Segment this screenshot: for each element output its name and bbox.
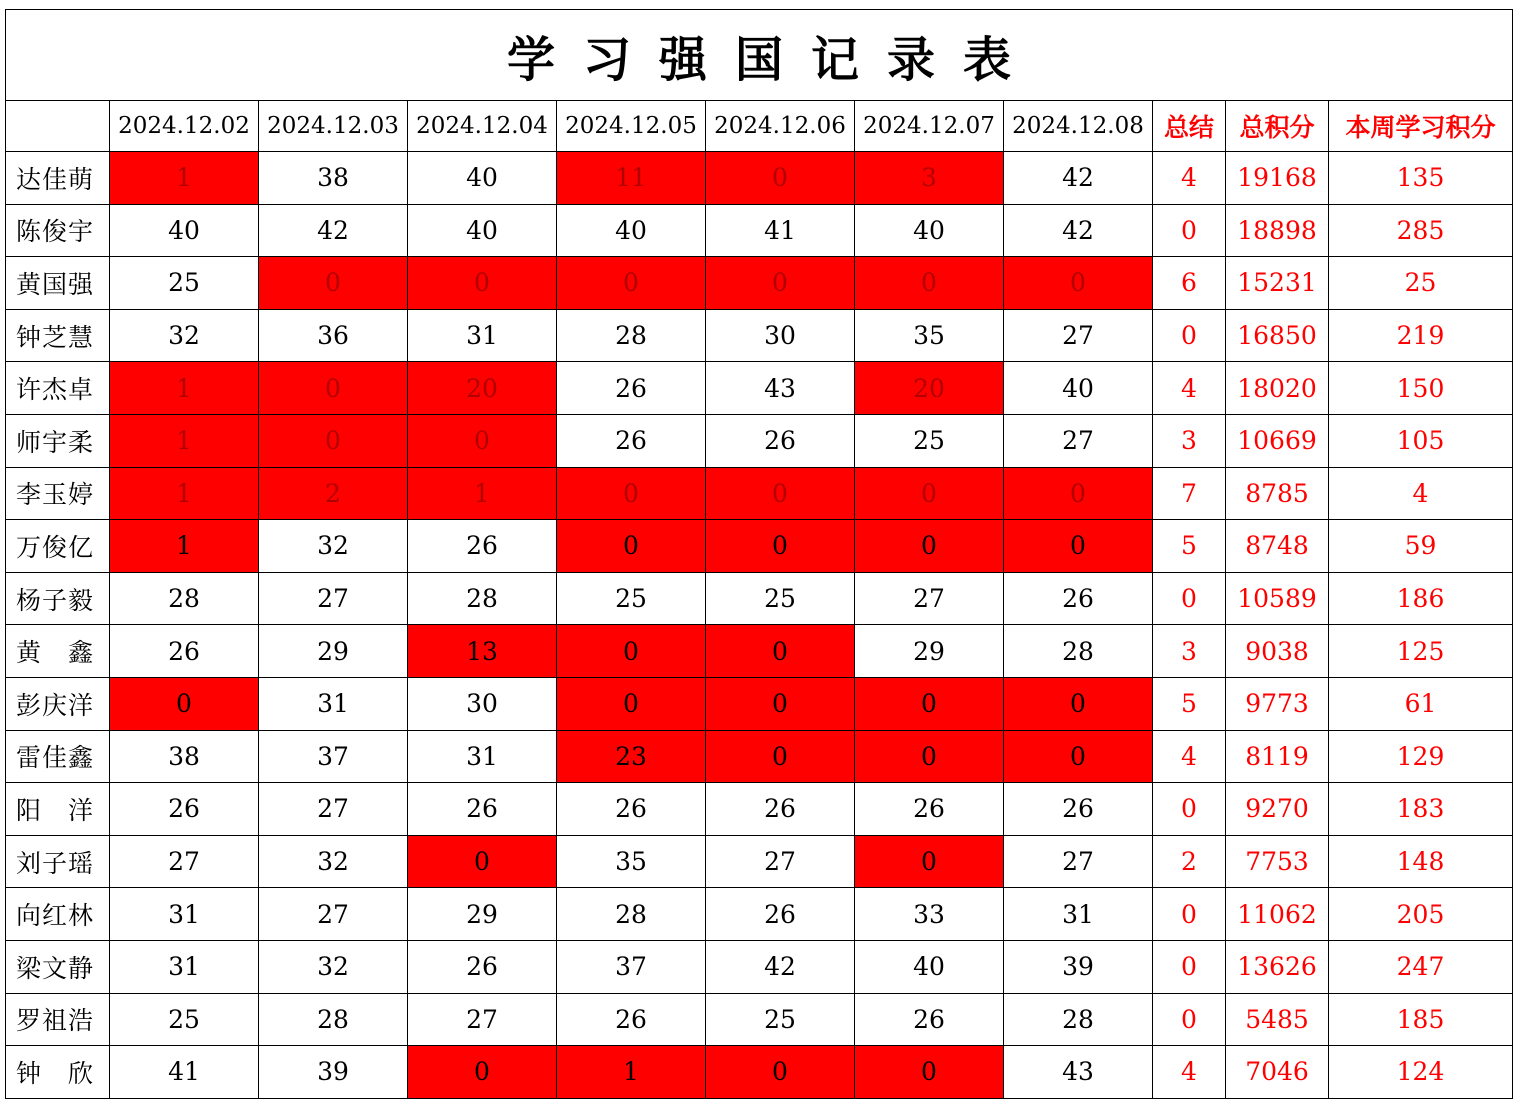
score-cell-low: 1 (110, 152, 259, 205)
score-cell: 40 (408, 204, 557, 257)
score-cell-low: 0 (557, 467, 706, 520)
score-cell-low: 0 (706, 625, 855, 678)
score-cell-low: 0 (1004, 677, 1153, 730)
score-cell: 43 (1004, 1046, 1153, 1099)
member-name: 向红林 (6, 888, 110, 941)
score-cell: 27 (855, 572, 1004, 625)
score-cell: 28 (557, 309, 706, 362)
score-cell: 36 (259, 309, 408, 362)
header-date: 2024.12.08 (1004, 101, 1153, 152)
score-cell: 27 (259, 888, 408, 941)
score-cell-low: 20 (408, 362, 557, 415)
member-name: 许杰卓 (6, 362, 110, 415)
score-cell: 25 (110, 257, 259, 310)
table-row (6, 835, 1513, 888)
table-row (6, 993, 1513, 1046)
score-cell: 35 (855, 309, 1004, 362)
total-points-cell: 9270 (1226, 783, 1329, 836)
score-cell: 40 (1004, 362, 1153, 415)
summary-cell: 2 (1153, 835, 1226, 888)
header-date: 2024.12.06 (706, 101, 855, 152)
score-cell: 31 (110, 888, 259, 941)
score-cell-low: 0 (706, 677, 855, 730)
score-cell: 42 (1004, 204, 1153, 257)
score-cell: 26 (408, 940, 557, 993)
score-cell: 26 (855, 783, 1004, 836)
summary-cell: 6 (1153, 257, 1226, 310)
score-cell: 27 (110, 835, 259, 888)
total-points-cell: 16850 (1226, 309, 1329, 362)
header-name-blank (6, 101, 110, 152)
total-points-cell: 9038 (1226, 625, 1329, 678)
score-cell: 30 (706, 309, 855, 362)
score-cell-low: 1 (408, 467, 557, 520)
weekly-points-cell: 285 (1329, 204, 1513, 257)
weekly-points-cell: 247 (1329, 940, 1513, 993)
score-cell-low: 2 (259, 467, 408, 520)
score-cell: 25 (110, 993, 259, 1046)
score-cell-low: 0 (706, 467, 855, 520)
score-cell-low: 0 (557, 257, 706, 310)
summary-cell: 4 (1153, 362, 1226, 415)
score-cell: 29 (259, 625, 408, 678)
score-cell-low: 0 (706, 520, 855, 573)
score-cell-low: 0 (1004, 467, 1153, 520)
table-row (6, 572, 1513, 625)
weekly-points-cell: 61 (1329, 677, 1513, 730)
weekly-points-cell: 205 (1329, 888, 1513, 941)
score-cell-low: 3 (855, 152, 1004, 205)
total-points-cell: 5485 (1226, 993, 1329, 1046)
score-cell: 32 (259, 940, 408, 993)
summary-cell: 7 (1153, 467, 1226, 520)
score-cell: 35 (557, 835, 706, 888)
score-cell: 42 (706, 940, 855, 993)
score-cell: 26 (1004, 783, 1153, 836)
member-name: 李玉婷 (6, 467, 110, 520)
score-cell: 28 (259, 993, 408, 1046)
study-record-table (5, 9, 1513, 1099)
score-cell: 25 (557, 572, 706, 625)
score-cell: 37 (557, 940, 706, 993)
score-cell: 38 (110, 730, 259, 783)
total-points-cell: 10669 (1226, 414, 1329, 467)
score-cell: 29 (408, 888, 557, 941)
member-name: 达佳萌 (6, 152, 110, 205)
score-cell: 26 (110, 625, 259, 678)
weekly-points-cell: 125 (1329, 625, 1513, 678)
total-points-cell: 8119 (1226, 730, 1329, 783)
table-row (6, 1046, 1513, 1099)
weekly-points-cell: 59 (1329, 520, 1513, 573)
score-cell-low: 0 (259, 257, 408, 310)
score-cell: 32 (110, 309, 259, 362)
score-cell: 26 (706, 783, 855, 836)
member-name: 万俊亿 (6, 520, 110, 573)
score-cell-low: 0 (408, 257, 557, 310)
score-cell: 41 (706, 204, 855, 257)
score-cell: 39 (259, 1046, 408, 1099)
score-cell: 28 (408, 572, 557, 625)
member-name: 黄 鑫 (6, 625, 110, 678)
score-cell: 27 (1004, 414, 1153, 467)
total-points-cell: 7753 (1226, 835, 1329, 888)
table-row (6, 362, 1513, 415)
weekly-points-cell: 186 (1329, 572, 1513, 625)
summary-cell: 3 (1153, 625, 1226, 678)
score-cell-low: 0 (855, 677, 1004, 730)
score-cell: 28 (1004, 993, 1153, 1046)
weekly-points-cell: 183 (1329, 783, 1513, 836)
table-row (6, 888, 1513, 941)
score-cell: 26 (408, 783, 557, 836)
score-cell-low: 0 (408, 1046, 557, 1099)
member-name: 钟芝慧 (6, 309, 110, 362)
table-row (6, 625, 1513, 678)
score-cell: 31 (259, 677, 408, 730)
summary-cell: 0 (1153, 309, 1226, 362)
summary-cell: 4 (1153, 730, 1226, 783)
score-cell: 39 (1004, 940, 1153, 993)
member-name: 钟 欣 (6, 1046, 110, 1099)
score-cell-low: 0 (408, 835, 557, 888)
score-cell: 27 (259, 572, 408, 625)
total-points-cell: 19168 (1226, 152, 1329, 205)
score-cell: 38 (259, 152, 408, 205)
total-points-cell: 18898 (1226, 204, 1329, 257)
score-cell: 40 (110, 204, 259, 257)
score-cell: 32 (259, 835, 408, 888)
table-row (6, 677, 1513, 730)
header-summary: 总结 (1153, 101, 1226, 152)
total-points-cell: 8785 (1226, 467, 1329, 520)
member-name: 阳 洋 (6, 783, 110, 836)
score-cell-low: 1 (110, 414, 259, 467)
score-cell-low: 0 (706, 152, 855, 205)
score-cell-low: 0 (855, 730, 1004, 783)
score-cell: 28 (1004, 625, 1153, 678)
score-cell: 30 (408, 677, 557, 730)
score-cell: 26 (110, 783, 259, 836)
score-cell-low: 1 (110, 362, 259, 415)
weekly-points-cell: 105 (1329, 414, 1513, 467)
score-cell: 25 (855, 414, 1004, 467)
header-row (6, 101, 1513, 152)
score-cell-low: 0 (557, 520, 706, 573)
weekly-points-cell: 124 (1329, 1046, 1513, 1099)
summary-cell: 0 (1153, 783, 1226, 836)
score-cell: 26 (706, 888, 855, 941)
score-cell: 27 (1004, 309, 1153, 362)
score-cell: 31 (1004, 888, 1153, 941)
weekly-points-cell: 185 (1329, 993, 1513, 1046)
score-cell-low: 0 (855, 467, 1004, 520)
summary-cell: 0 (1153, 993, 1226, 1046)
score-cell: 43 (706, 362, 855, 415)
weekly-points-cell: 219 (1329, 309, 1513, 362)
score-cell-low: 11 (557, 152, 706, 205)
summary-cell: 0 (1153, 940, 1226, 993)
member-name: 杨子毅 (6, 572, 110, 625)
header-date: 2024.12.07 (855, 101, 1004, 152)
weekly-points-cell: 148 (1329, 835, 1513, 888)
page-title: 学习强国记录表 (6, 10, 1513, 101)
score-cell: 31 (110, 940, 259, 993)
header-total: 总积分 (1226, 101, 1329, 152)
summary-cell: 4 (1153, 152, 1226, 205)
score-cell: 40 (855, 940, 1004, 993)
header-date: 2024.12.04 (408, 101, 557, 152)
summary-cell: 5 (1153, 520, 1226, 573)
weekly-points-cell: 25 (1329, 257, 1513, 310)
member-name: 黄国强 (6, 257, 110, 310)
summary-cell: 4 (1153, 1046, 1226, 1099)
header-date: 2024.12.05 (557, 101, 706, 152)
table-row (6, 730, 1513, 783)
table-row (6, 204, 1513, 257)
table-row (6, 467, 1513, 520)
score-cell-low: 20 (855, 362, 1004, 415)
score-cell-low: 0 (110, 677, 259, 730)
member-name: 刘子瑶 (6, 835, 110, 888)
score-cell-low: 0 (557, 677, 706, 730)
score-cell: 26 (557, 414, 706, 467)
member-name: 雷佳鑫 (6, 730, 110, 783)
score-cell: 37 (259, 730, 408, 783)
score-cell-low: 1 (110, 520, 259, 573)
score-cell-low: 0 (259, 362, 408, 415)
score-cell-low: 1 (557, 1046, 706, 1099)
member-name: 梁文静 (6, 940, 110, 993)
table-row (6, 520, 1513, 573)
score-cell: 27 (706, 835, 855, 888)
score-cell: 28 (557, 888, 706, 941)
total-points-cell: 8748 (1226, 520, 1329, 573)
total-points-cell: 18020 (1226, 362, 1329, 415)
score-cell: 33 (855, 888, 1004, 941)
score-cell: 26 (408, 520, 557, 573)
summary-cell: 0 (1153, 888, 1226, 941)
score-cell-low: 0 (706, 730, 855, 783)
total-points-cell: 11062 (1226, 888, 1329, 941)
score-cell: 26 (557, 362, 706, 415)
total-points-cell: 7046 (1226, 1046, 1329, 1099)
table-row (6, 414, 1513, 467)
score-cell: 27 (408, 993, 557, 1046)
score-cell-low: 0 (706, 1046, 855, 1099)
score-cell-low: 1 (110, 467, 259, 520)
table-row (6, 257, 1513, 310)
score-cell: 27 (259, 783, 408, 836)
member-name: 彭庆洋 (6, 677, 110, 730)
score-cell: 40 (408, 152, 557, 205)
weekly-points-cell: 150 (1329, 362, 1513, 415)
table-row (6, 309, 1513, 362)
score-cell: 28 (110, 572, 259, 625)
member-name: 罗祖浩 (6, 993, 110, 1046)
member-name: 师宇柔 (6, 414, 110, 467)
score-cell: 25 (706, 572, 855, 625)
score-cell-low: 13 (408, 625, 557, 678)
score-cell-low: 0 (855, 1046, 1004, 1099)
weekly-points-cell: 4 (1329, 467, 1513, 520)
total-points-cell: 15231 (1226, 257, 1329, 310)
score-cell: 40 (557, 204, 706, 257)
score-cell: 42 (1004, 152, 1153, 205)
score-cell-low: 0 (408, 414, 557, 467)
score-cell-low: 0 (706, 257, 855, 310)
header-weekly: 本周学习积分 (1329, 101, 1513, 152)
score-cell: 40 (855, 204, 1004, 257)
score-cell: 29 (855, 625, 1004, 678)
score-cell-low: 0 (1004, 730, 1153, 783)
score-cell: 26 (1004, 572, 1153, 625)
score-cell: 32 (259, 520, 408, 573)
total-points-cell: 9773 (1226, 677, 1329, 730)
score-cell: 42 (259, 204, 408, 257)
score-cell: 26 (706, 414, 855, 467)
score-cell-low: 0 (1004, 257, 1153, 310)
score-cell: 26 (557, 783, 706, 836)
total-points-cell: 10589 (1226, 572, 1329, 625)
total-points-cell: 13626 (1226, 940, 1329, 993)
summary-cell: 0 (1153, 572, 1226, 625)
score-cell-low: 0 (1004, 520, 1153, 573)
score-cell: 26 (855, 993, 1004, 1046)
score-cell: 26 (557, 993, 706, 1046)
score-cell-low: 23 (557, 730, 706, 783)
score-cell-low: 0 (259, 414, 408, 467)
table-row (6, 152, 1513, 205)
header-date: 2024.12.03 (259, 101, 408, 152)
table-row (6, 940, 1513, 993)
score-cell: 31 (408, 309, 557, 362)
score-cell: 41 (110, 1046, 259, 1099)
score-cell-low: 0 (855, 835, 1004, 888)
summary-cell: 0 (1153, 204, 1226, 257)
summary-cell: 5 (1153, 677, 1226, 730)
score-cell-low: 0 (855, 257, 1004, 310)
header-date: 2024.12.02 (110, 101, 259, 152)
member-name: 陈俊宇 (6, 204, 110, 257)
score-cell: 25 (706, 993, 855, 1046)
weekly-points-cell: 135 (1329, 152, 1513, 205)
score-cell-low: 0 (557, 625, 706, 678)
score-cell: 31 (408, 730, 557, 783)
score-cell-low: 0 (855, 520, 1004, 573)
summary-cell: 3 (1153, 414, 1226, 467)
table-row (6, 783, 1513, 836)
weekly-points-cell: 129 (1329, 730, 1513, 783)
score-cell: 27 (1004, 835, 1153, 888)
